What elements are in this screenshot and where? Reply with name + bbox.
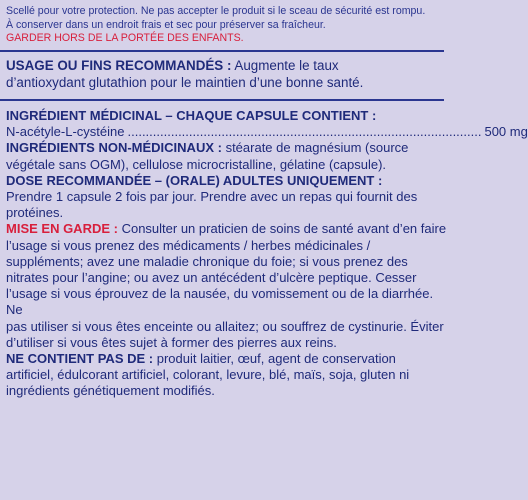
ingredients-section [6, 108, 528, 400]
divider [0, 50, 444, 52]
dose-text-line2: protéines. [6, 205, 64, 221]
caution-text-line3: suppléments; avez une maladie chronique du foie; si vous prenez des [6, 253, 408, 269]
non-medicinal-text: stéarate de magnésium (source [221, 140, 409, 156]
usage-heading: USAGE OU FINS RECOMMANDÉS : [6, 58, 232, 73]
dose-heading: DOSE RECOMMANDÉE – (ORALE) ADULTES UNIQUEMENT : [6, 172, 383, 188]
usage-text-line2: d’antioxydant glutathion pour le maintien d’une bonne santé. [6, 75, 364, 90]
caution-text-line4: nitrates pour l’angine; ou avez un antécédent d’ulcère peptique. Cesser [6, 270, 417, 286]
caution-text-line5: l’usage si vous éprouvez de la nausée, du vomissement ou de la diarrhée. Ne [6, 286, 434, 318]
medicinal-ingredient-amount: 500 mg [484, 124, 528, 140]
caution-text: Consulter un praticien de soins de santé avant d’en faire [117, 221, 447, 237]
dot-leader: .................................................................................................. [127, 124, 482, 140]
not-contains-text-line3: ingrédients génétiquement modifiés. [6, 383, 215, 399]
seal-notice: Scellé pour votre protection. Ne pas accepter le produit si le sceau de sécurité est rompu. [6, 5, 426, 17]
safety-notice [6, 5, 425, 46]
usage-section [6, 57, 451, 91]
non-medicinal-heading: INGRÉDIENTS NON-MÉDICINAUX : [6, 140, 222, 156]
medicinal-ingredient-name: N-acétyle-L-cystéine [6, 124, 125, 140]
keep-away-warning: GARDER HORS DE LA PORTÉE DES ENFANTS. [6, 32, 244, 45]
dose-text-line1: Prendre 1 capsule 2 fois par jour. Prendre avec un repas qui fournit des [6, 189, 418, 205]
medicinal-ingredient-row [6, 124, 528, 140]
not-contains-heading: NE CONTIENT PAS DE : [6, 351, 154, 367]
divider [0, 99, 444, 101]
caution-heading: MISE EN GARDE : [6, 221, 118, 237]
medicinal-heading: INGRÉDIENT MÉDICINAL – CHAQUE CAPSULE CONTIENT : [6, 108, 377, 123]
storage-notice: À conserver dans un endroit frais et sec pour préserver sa fraîcheur. [6, 18, 326, 31]
caution-text-line7: d’utiliser si vous êtes sujet à former des pierres aux reins. [6, 334, 337, 350]
usage-text: Augmente le taux [231, 58, 339, 73]
caution-text-line2: l’usage si vous prenez des médicaments / herbes médicinales / [6, 237, 371, 253]
non-medicinal-text-line2: végétale sans OGM), cellulose microcristalline, gélatine (capsule). [6, 156, 387, 172]
caution-text-line6: pas utiliser si vous êtes enceinte ou allaitez; ou souffrez de cystinurie. Éviter [6, 318, 444, 334]
not-contains-text: produit laitier, œuf, agent de conservation [153, 351, 396, 367]
not-contains-text-line2: artificiel, édulcorant artificiel, colorant, levure, blé, maïs, soja, gluten ni [6, 367, 410, 383]
